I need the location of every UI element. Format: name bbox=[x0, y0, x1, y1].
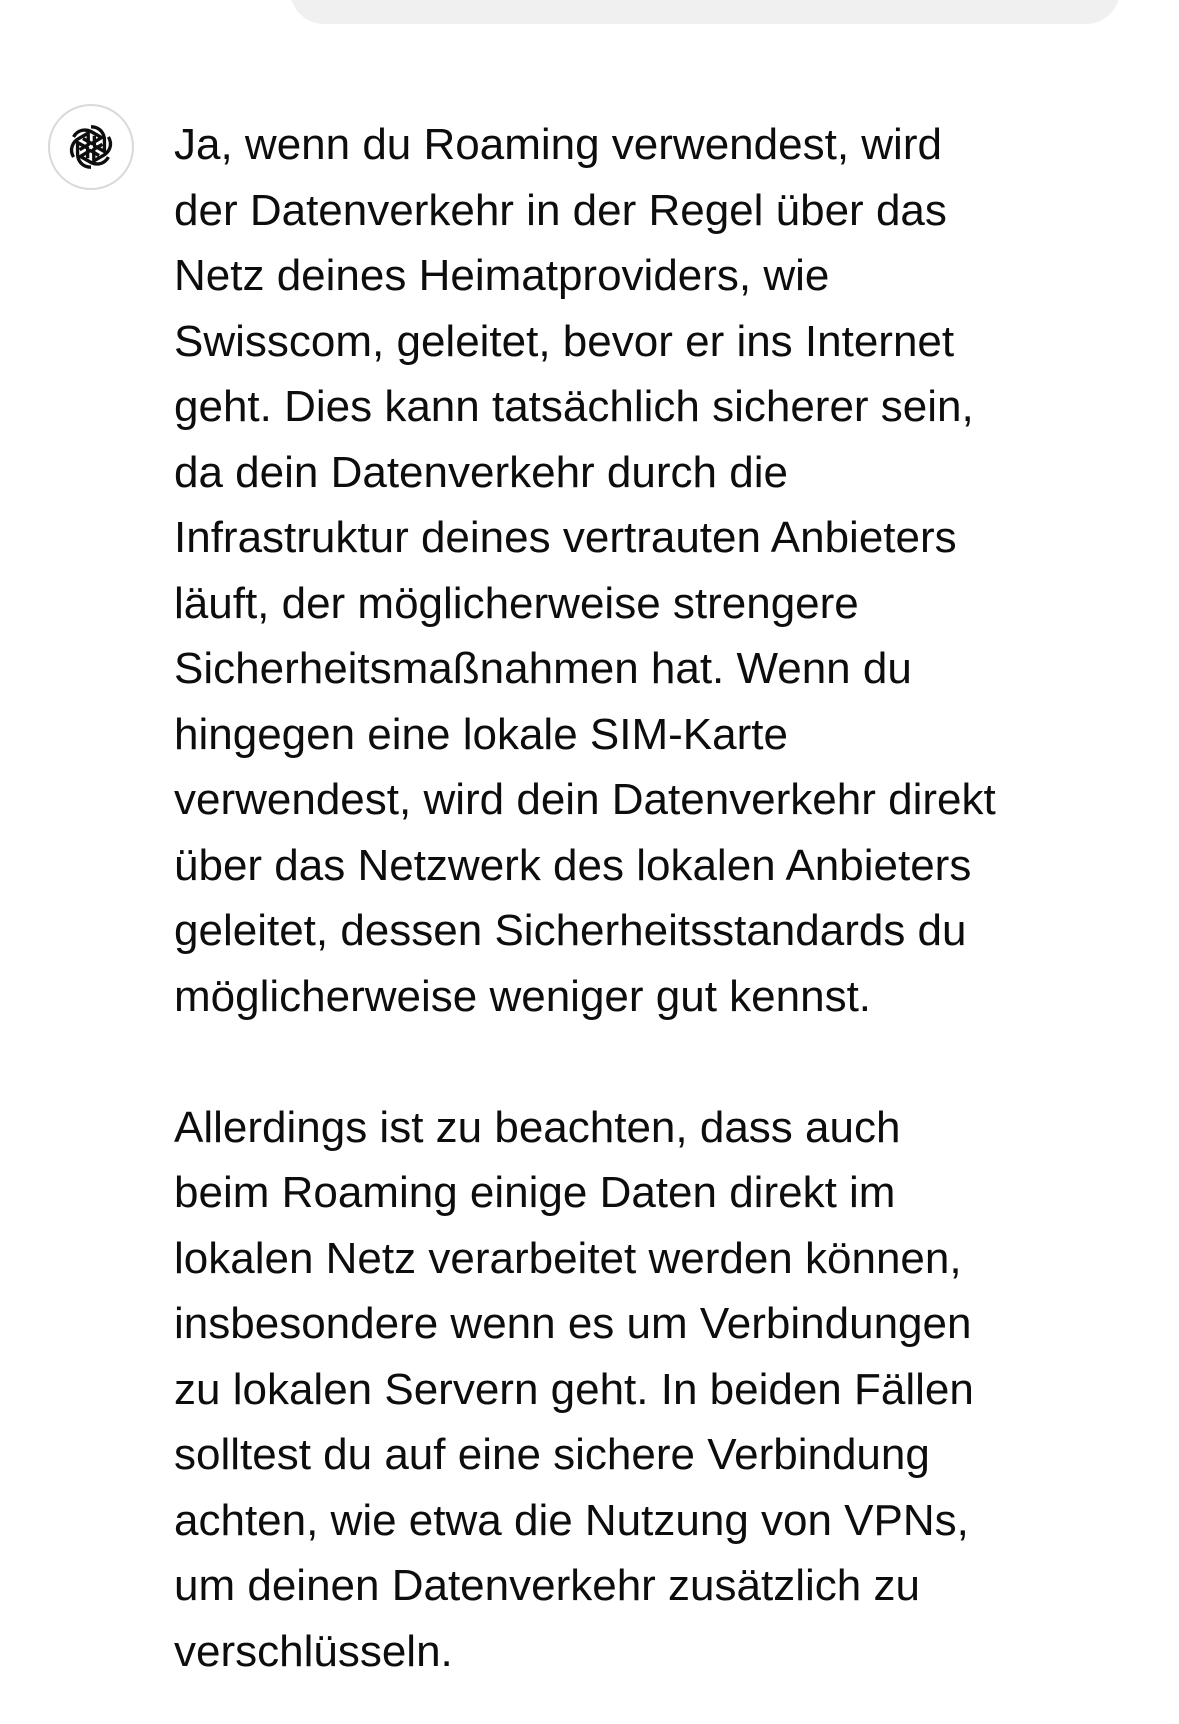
message-paragraph: Allerdings ist zu beachten, dass auch beim Roaming einige Daten direkt im lokalen Netz verarbeitet werden können, insbesondere wenn es um Verbindungen zu lokalen Servern geht. In beiden Fällen solltest du auf eine sichere Verbindung achten, wie etwa die Nutzung von VPNs, um deinen Datenverkehr zusätzlich zu verschlüsseln. bbox=[174, 1102, 974, 1676]
assistant-message bbox=[174, 112, 1114, 1684]
assistant-avatar bbox=[48, 104, 134, 190]
openai-logo-icon bbox=[63, 119, 119, 175]
user-message-bubble bbox=[290, 0, 1120, 24]
message-paragraph: Ja, wenn du Roaming verwendest, wird der Datenverkehr in der Regel über das Netz deines Heimatproviders, wie Swisscom, geleitet, bevor er ins Internet geht. Dies kann tatsächlich sicherer sein, da dein Datenverkehr durch die Infrastruktur deines vertrauten Anbieters läuft, der möglicherweise strengere Sicherheitsmaßnahmen hat. Wenn du hingegen eine lokale SIM-Karte verwendest, wird dein Datenverkehr direkt über das Netzwerk des lokalen Anbieters geleitet, dessen Sicherheitsstandards du möglicherweise weniger gut kennst. bbox=[174, 120, 996, 1021]
